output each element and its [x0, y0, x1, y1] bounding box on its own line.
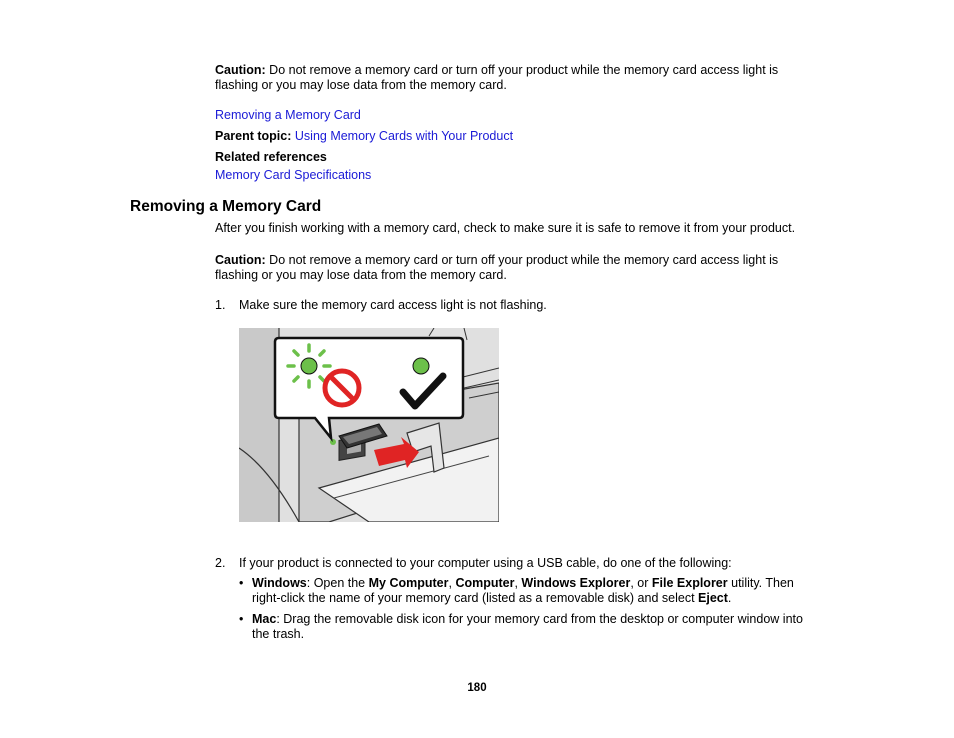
memory-card-illustration: [239, 328, 499, 522]
caution-text: Do not remove a memory card or turn off your product while the memory card access light is flashing or you may lose data from the memory card.: [215, 253, 779, 282]
term-computer: Computer: [455, 576, 515, 590]
text-part: : Drag the removable disk icon for your memory card from the desktop or computer window into the trash.: [252, 612, 803, 641]
bullet-mac: [239, 612, 811, 642]
text-part: ,: [448, 576, 456, 590]
link-memory-card-specifications[interactable]: Memory Card Specifications: [215, 168, 372, 182]
step-number: 2.: [215, 556, 226, 570]
caution-note-1: [215, 63, 815, 93]
caution-label: Caution:: [215, 253, 266, 267]
memory-card-slot-image: [239, 328, 499, 522]
bullet-windows-text: [252, 576, 799, 606]
parent-topic: [215, 129, 513, 144]
caution-text: Do not remove a memory card or turn off your product while the memory card access light is flashing or you may lose data from the memory card.: [215, 63, 779, 92]
section-intro: After you finish working with a memory card, check to make sure it is safe to remove it from your product.: [215, 221, 796, 235]
link-spec-wrap: [215, 168, 371, 183]
link-removing-memory-card-wrap: [215, 108, 361, 123]
term-file-explorer: File Explorer: [651, 576, 728, 590]
bullet-mark: •: [239, 576, 244, 590]
text-part: : Open the: [306, 576, 369, 590]
os-windows: Windows: [252, 576, 307, 590]
os-mac: Mac: [252, 612, 277, 626]
related-references-label: [215, 150, 327, 165]
term-my-computer: My Computer: [368, 576, 449, 590]
bullet-windows: [239, 576, 799, 606]
term-eject: Eject: [698, 591, 728, 605]
link-removing-memory-card[interactable]: Removing a Memory Card: [215, 108, 361, 122]
text-part: .: [727, 591, 732, 605]
step-text: If your product is connected to your computer using a USB cable, do one of the following:: [239, 556, 732, 570]
text-part: utility. Then right-click the name of your memory card (listed as a removable disk) and select: [252, 576, 794, 605]
related-references-text: Related references: [215, 150, 327, 164]
term-windows-explorer: Windows Explorer: [521, 576, 631, 590]
step-number: 1.: [215, 298, 226, 312]
bullet-mac-text: [252, 612, 811, 642]
caution-label: Caution:: [215, 63, 266, 77]
section-heading: Removing a Memory Card: [130, 198, 322, 215]
caution-note-2: [215, 253, 815, 283]
step-text: Make sure the memory card access light is not flashing.: [239, 298, 547, 312]
link-using-memory-cards[interactable]: Using Memory Cards with Your Product: [294, 129, 514, 143]
bullet-mark: •: [239, 612, 244, 626]
page-number: 180: [467, 682, 487, 694]
parent-topic-label: Parent topic:: [215, 129, 292, 143]
text-part: , or: [630, 576, 652, 590]
text-part: ,: [514, 576, 522, 590]
